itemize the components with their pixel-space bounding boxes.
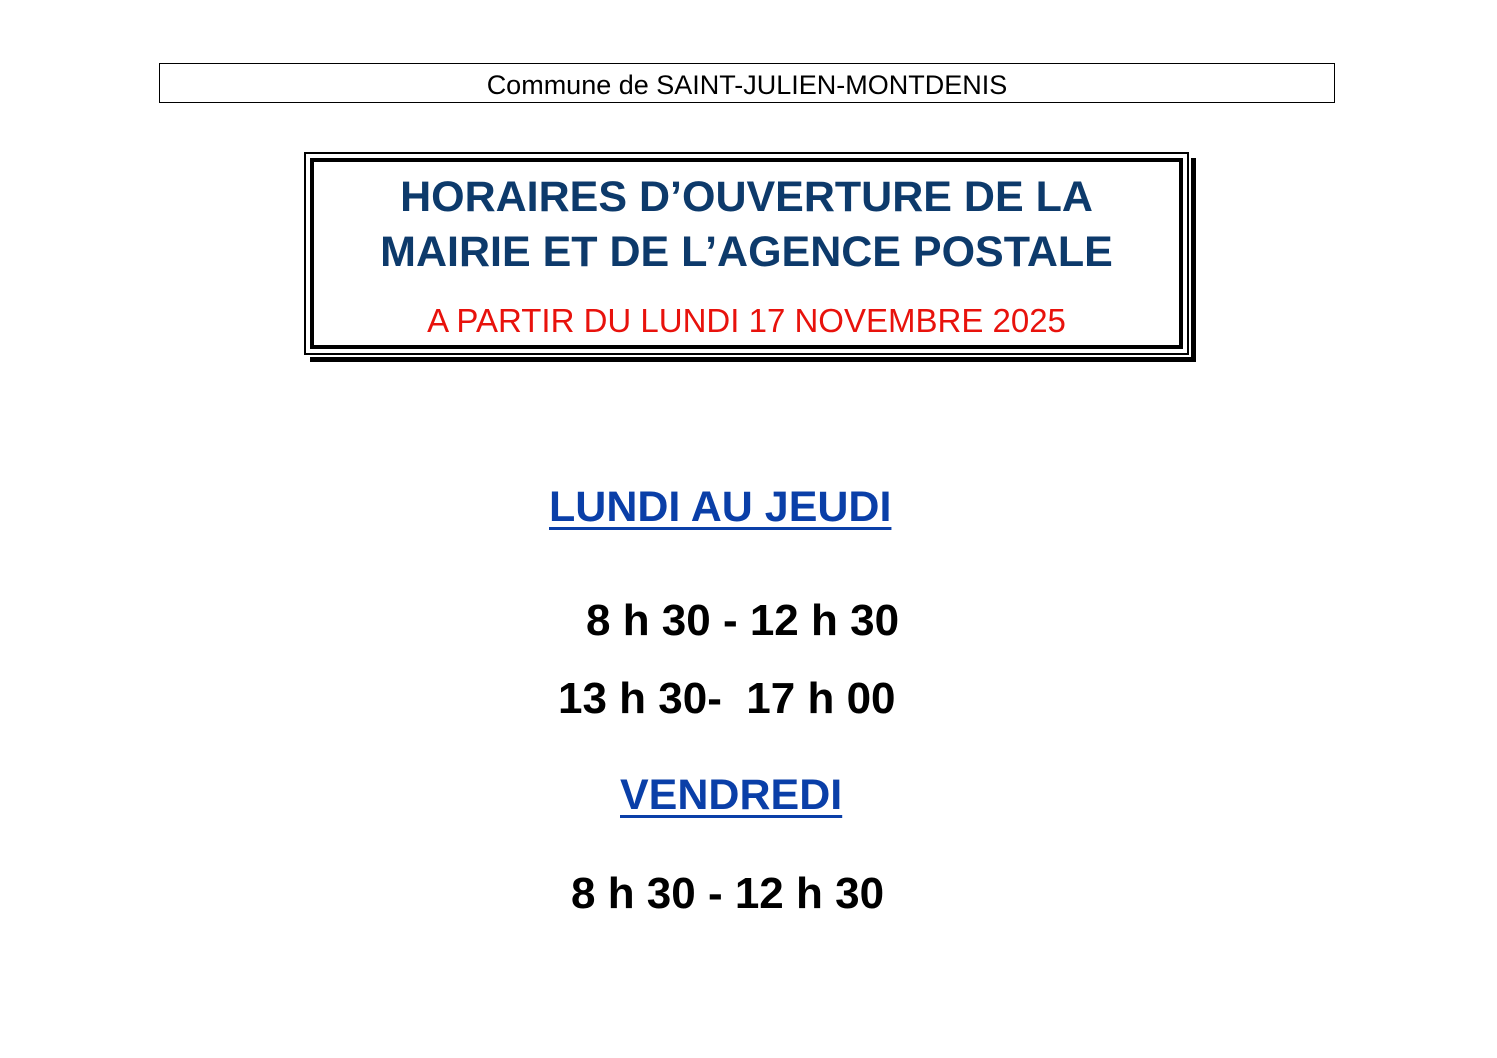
- title-frame-shadow-bottom: [310, 357, 1196, 362]
- commune-name: Commune de SAINT-JULIEN-MONTDENIS: [486, 70, 1008, 100]
- friday-heading: VENDREDI: [620, 771, 843, 819]
- effective-date: A PARTIR DU LUNDI 17 NOVEMBRE 2025: [427, 302, 1066, 339]
- weekdays-afternoon-hours: 13 h 30- 17 h 00: [558, 674, 896, 723]
- page-title-line-1: HORAIRES D’OUVERTURE DE LA: [400, 173, 1093, 221]
- page-title-line-2: MAIRIE ET DE L’AGENCE POSTALE: [380, 228, 1113, 276]
- title-frame: [304, 152, 1196, 362]
- title-frame-shadow-right: [1191, 158, 1196, 362]
- page-title: [314, 170, 1179, 280]
- weekdays-morning-hours: 8 h 30 - 12 h 30: [586, 596, 900, 645]
- friday-morning-hours: 8 h 30 - 12 h 30: [571, 869, 885, 918]
- weekdays-heading: LUNDI AU JEUDI: [549, 483, 892, 531]
- commune-header: [159, 63, 1335, 103]
